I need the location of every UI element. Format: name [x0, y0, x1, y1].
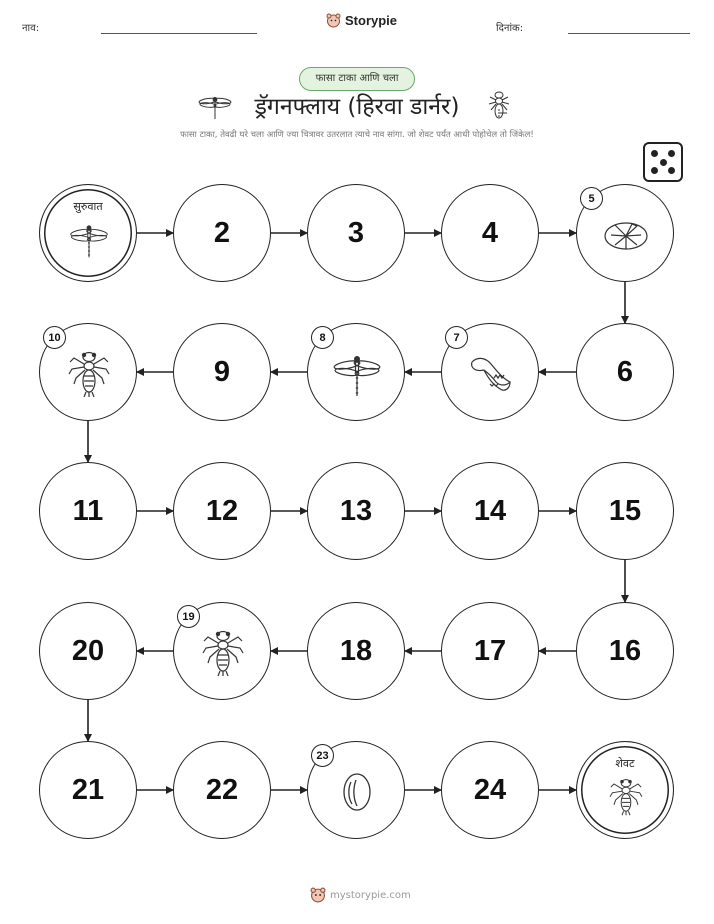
- board-space: [173, 741, 271, 839]
- finish-label: शेवट: [615, 757, 635, 770]
- space-number: 16: [608, 634, 642, 667]
- nymph-icon: [64, 348, 114, 398]
- space-number-badge: 5: [580, 187, 603, 210]
- board-space: [39, 323, 137, 421]
- space-number: 24: [473, 773, 507, 806]
- board-space: [441, 462, 539, 560]
- space-number: 14: [473, 494, 507, 527]
- board-space: [307, 462, 405, 560]
- lily-pad-icon: [601, 209, 651, 259]
- board-space: [307, 323, 405, 421]
- board-space: [576, 323, 674, 421]
- date-label: दिनांक:: [496, 23, 524, 34]
- board-space: [173, 184, 271, 282]
- board-space: [173, 323, 271, 421]
- brand-name: Storypie: [345, 13, 398, 28]
- board-space: [576, 184, 674, 282]
- nymph-icon: [198, 627, 248, 677]
- start-space: [39, 184, 137, 282]
- nymph-jaw-icon: [466, 348, 516, 398]
- board-space: [173, 462, 271, 560]
- finish-space: [576, 741, 674, 839]
- space-number: 9: [213, 355, 231, 388]
- egg-icon: [332, 766, 382, 816]
- start-label: सुरुवात: [73, 200, 103, 213]
- board-space: [39, 741, 137, 839]
- footer-url: mystorypie.com: [330, 889, 411, 901]
- board-space: [39, 462, 137, 560]
- space-number: 20: [71, 634, 105, 667]
- space-number-badge: 10: [43, 326, 66, 349]
- board-space: [173, 602, 271, 700]
- dragonfly-icon: [332, 348, 382, 398]
- space-number: 15: [608, 494, 642, 527]
- space-number: 22: [205, 773, 239, 806]
- space-number: 6: [616, 355, 634, 388]
- space-number: 17: [473, 634, 507, 667]
- board-space: [441, 741, 539, 839]
- board-space: [39, 602, 137, 700]
- space-number-badge: 23: [311, 744, 334, 767]
- space-number: 4: [481, 216, 499, 249]
- space-number: 21: [71, 773, 105, 806]
- board-space: [307, 741, 405, 839]
- footer: [310, 887, 411, 903]
- board-space: [307, 602, 405, 700]
- board-space: [576, 602, 674, 700]
- space-number: 2: [213, 216, 231, 249]
- space-number-badge: 19: [177, 605, 200, 628]
- page-title: ड्रॅगनफ्लाय (हिरवा डार्नर): [254, 94, 460, 120]
- board-space: [441, 602, 539, 700]
- name-label: नाव:: [22, 23, 40, 34]
- space-number: 13: [339, 494, 373, 527]
- game-type-badge: फासा टाका आणि चला: [299, 67, 415, 91]
- board-space: [441, 184, 539, 282]
- instructions: फासा टाका, तेवढी घरे चला आणि ज्या चित्रावर उतरलात त्याचे नाव सांगा. जो शेवट पर्यंत आधी पोहोचेल तो जिंकेल!: [180, 130, 534, 140]
- space-number-badge: 8: [311, 326, 334, 349]
- space-number: 11: [72, 494, 104, 527]
- space-number: 12: [205, 494, 239, 527]
- space-number: 18: [339, 634, 373, 667]
- space-number: 3: [347, 216, 365, 249]
- board-space: [441, 323, 539, 421]
- nymph-icon: [606, 776, 646, 816]
- space-number-badge: 7: [445, 326, 468, 349]
- dragonfly-icon: [69, 219, 109, 259]
- storypie-mascot-icon: [310, 887, 326, 903]
- board-space: [576, 462, 674, 560]
- board-space: [307, 184, 405, 282]
